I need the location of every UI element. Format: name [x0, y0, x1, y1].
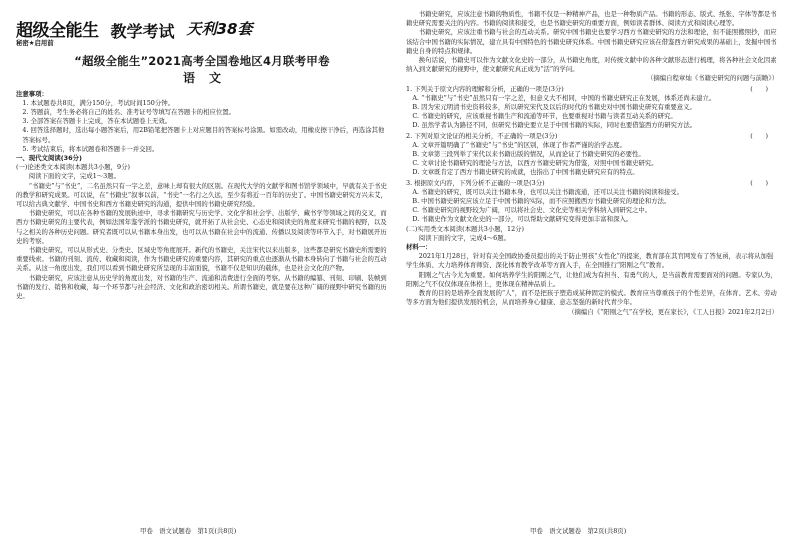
passage-paragraph: 书籍史研究，应该注意从历史学的角度出发，对书籍的生产、流通和消费进行全面的考察。从书籍的编纂、刊刻、印刷、装帧到书籍的发行、销售和收藏，每一个环节都与社会经济、文化和政治密切相关。所谓书籍史，就是要在这种广阔的视野中研究书籍的历史。	[16, 273, 387, 301]
option-d: D. 书籍史作为文献文化史的一部分，可以帮助文献研究变得更加丰富和深入。	[412, 215, 633, 224]
question-stem-text: 2. 下列对原文论证的相关分析，不正确的一项是(3分)	[406, 131, 558, 140]
option-a: A. “书籍史”与“书史”虽然只有一字之差，但意义大不相同，中国的书籍史研究正在发展，体系还尚未建立。	[412, 93, 716, 102]
passage-paragraph: 换句话说，书籍史可以作为文献文化史的一部分，从书籍史角度，对传统文献中的各种文献形态进行梳理，将各种社会文化因素纳入到文献研究的视野中，使文献研究真正成为“活”的学问。	[406, 56, 777, 74]
passage-paragraph: 书籍史研究，应该注意书籍的物质性，书籍不仅是一种精神产品，也是一种物质产品。书籍的形态、版式、纸张、字体等都是书籍史研究需要关注的内容。书籍的阅读和接受，也是书籍史研究的重要方面，例如读者群体、阅读方式和阅读心理等。	[406, 10, 777, 28]
confidential-mark: 秘密★启用前	[16, 39, 54, 47]
question-stem	[406, 85, 778, 94]
option-c: C. 文章讨论书籍研究的理论与方法，以西方书籍史研究为借鉴，对照中国书籍史研究。	[412, 159, 658, 168]
notice-item: 4. 回答选择题时，选出每小题答案后，用2B铅笔把答题卡上对应题目的答案标号涂黑。如需改动，用橡皮擦干净后，再选涂其他答案标号。	[22, 126, 385, 144]
tianli-logo: 天利38套	[186, 19, 253, 38]
passage-paragraph: 书籍史研究，可以从形式史、分类史、区域史等角度展开。新代的书籍史，关注宋代以来出版多，这些都是研究书籍史所需要的重要线索。书籍的刊刻、流传、收藏和阅读，作为书籍史研究的重要内容，其研究的重点也逐渐从书籍本身转向了书籍与社会的互动关系。从这一角度出发，我们可以看到书籍史研究所呈现的丰富面貌，书籍不仅是知识的载体，也是社会文化的产物。	[16, 246, 387, 273]
subsection-heading: (一)论述类文本阅读(本题共3小题，9分)	[16, 163, 130, 172]
material-paragraph: 阳刚之气古今尤为重要。如何培养学生的阳刚之气，让他们成为有担当、有勇气的人，是当前教育需要面对的问题。专家认为，阳刚之气不仅仅体现在体格上，更体现在精神品质上。	[406, 270, 777, 288]
question-stem-text: 1. 下列关于原文内容的理解和分析，正确的一项是(3分)	[406, 84, 564, 93]
option-d: D. 虽然学者认为路径不同，但研究书籍史要立足于中国书籍的实际，同时也要借鉴西方的研究方法。	[412, 121, 697, 130]
option-b: B. 中国书籍史研究应该立足于中国书籍的实际，而不应照搬西方书籍史研究的理论和方法。	[412, 197, 671, 206]
answer-blank: ( )	[750, 131, 768, 140]
reading-instruction: 阅读下面的文字，完成1～3题。	[28, 172, 121, 181]
notice-item: 3. 全部答案在答题卡上完成，答在本试题卷上无效。	[22, 117, 172, 126]
notice-item: 2. 答题前，考生务必将自己的姓名、准考证号等填写在答题卡的相应位置。	[22, 108, 236, 117]
answer-blank: ( )	[750, 84, 768, 93]
subsection-heading: (二)实用类文本阅读(本题共3小题，12分)	[406, 224, 525, 233]
subject-title: 语文	[182, 71, 235, 86]
answer-blank: ( )	[750, 178, 768, 187]
option-b: B. 因为宋元明清书史资料较多，所以研究宋代及以后的时代的书籍史对中国书籍史研究有重要意义。	[412, 103, 696, 112]
passage-paragraph: 书籍史研究，应该注重书籍与社会的互动关系。研究中国书籍史也要学习西方书籍史研究的方法和理论，但不能照搬照抄，而应该结合中国书籍的实际情况，建立具有中国特色的书籍史研究体系。中国书籍史研究应该在借鉴西方研究成果的基础上，发掘中国书籍史自身的特点和规律。	[406, 28, 777, 55]
option-d: D. 文章既肯定了西方书籍史研究的成就，也指出了中国书籍史研究应有的特点。	[412, 168, 639, 177]
brand-subtitle: 教学考试	[110, 21, 175, 41]
notice-heading: 注意事项：	[16, 89, 48, 98]
material-label: 材料一：	[406, 243, 432, 252]
option-c: C. 书籍史研究的视野较为广阔，可以将社会史、文化史等相关学科纳入到研究之中。	[412, 206, 652, 215]
option-c: C. 书籍史的研究，应该重视书籍生产和流通等环节，也要重视对书籍与读者互动关系的研究。	[412, 112, 677, 121]
question-stem	[406, 132, 778, 141]
right-column	[406, 10, 778, 317]
page-footer-left: 甲卷 语文试题卷 第1页(共8页)	[140, 527, 237, 535]
notice-item: 5. 考试结束后，将本试题卷和答题卡一并交回。	[22, 144, 159, 153]
material-paragraph: 2021年1月28日，针对有关全国政协委员提出的关于防止男孩“女性化”的提案，教育部在其官网发布了答复函，表示将从加强学生体质、大力培养体育师资、深化体育教学改革等方面入手，在全国推行“阳刚之气”教育。	[406, 252, 774, 270]
question-stem-text: 3. 根据原文内容，下列分析不正确的一项是(3分)	[406, 178, 545, 187]
passage-source: （摘编自程章灿《书籍史研究的问题与前瞻》）	[646, 74, 778, 83]
passage-paragraph: “书籍史”与“书史”，二名虽然只有一字之差，意味上却有很大的区别。在现代大学的文献学和图书馆学领域中，早就有关于书史的教学和研究成果。可以说，在“书籍史”叙事以前，“书史”一名行之久远，至少有将近一百年的历史了。中国书籍史研究方兴未艾，可以给古典文献学、中国书史和西方书籍史研究的沟通，提供中国的书籍史研究经验。	[16, 181, 387, 209]
material-source: （摘编自《“阳刚之气”在学校，更在家长》，《工人日报》2021年2月2日）	[568, 307, 778, 316]
material-paragraph: 教育的目的是培养全面发展的“人”，而不是把孩子塑造成某种固定的模式。教育应当尊重孩子的个性差异，在体育、艺术、劳动等多方面为他们提供发展的机会，从而培养身心健康、意志坚强的新时代青少年。	[406, 289, 777, 307]
passage-paragraph: 书籍史研究，可以在各种书籍的发展轨迹中，寻求书籍研究与历史学、文化学和社会学、出版学、藏书学等领域之间的交叉，而西方书籍史研究的主要代表，例如法国年鉴学派的书籍史研究，就开拓了从社会史、心态史和阅读史的角度来研究书籍的视野，以及与之相关的各种历史问题。研究者既可以从书籍本身出发，也可以从书籍在社会中的流通、传播以及阅读等环节入手，对书籍展开历史的考察。	[16, 209, 387, 245]
question-3	[406, 179, 778, 225]
page-footer-right: 甲卷 语文试题卷 第2页(共8页)	[530, 527, 627, 535]
exam-title: “超级全能生”2021高考全国卷地区4月联考甲卷	[74, 54, 330, 69]
brand-name: 超级全能生	[16, 20, 99, 41]
notice-list	[16, 99, 388, 154]
section-heading: 一、现代文阅读(36分)	[16, 154, 82, 163]
option-a: A. 书籍史的研究，既可以关注书籍本身，也可以关注书籍流通，还可以关注书籍的阅读和接受。	[412, 187, 684, 196]
left-column	[16, 10, 388, 301]
question-stem	[406, 179, 778, 188]
reading-instruction: 阅读下面的文字，完成4～6题。	[418, 233, 511, 242]
header	[16, 10, 388, 41]
question-2	[406, 132, 778, 178]
notice-item: 1. 本试题卷共8页，满分150分，考试时间150分钟。	[22, 98, 175, 107]
option-b: B. 文章第三段列举了宋代以来书籍出版的情况，从而论证了书籍史研究的必要性。	[412, 150, 645, 159]
option-a: A. 文章开篇明确了“书籍史”与“书史”的区别，体现了作者严谨的治学态度。	[412, 140, 626, 149]
question-1	[406, 85, 778, 131]
